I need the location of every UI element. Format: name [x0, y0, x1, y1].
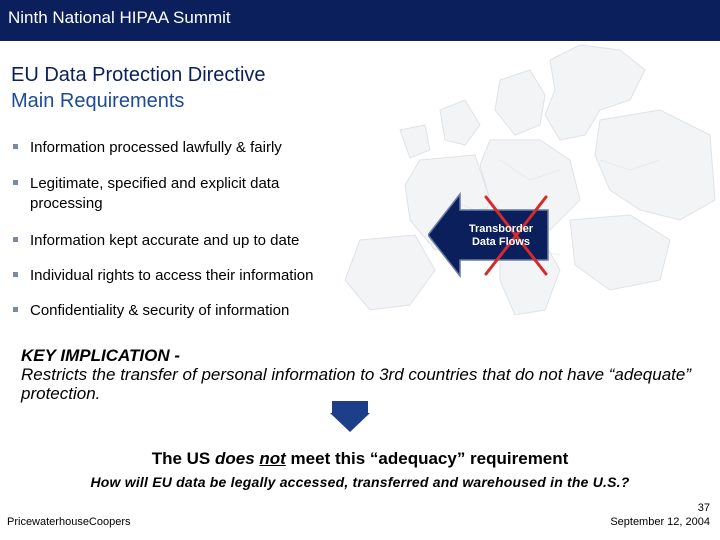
bullet-marker: [13, 180, 18, 185]
conclusion-pre: The US: [151, 449, 215, 468]
bullet-text: Legitimate, specified and explicit data processing: [30, 175, 280, 212]
company-name: PricewaterhouseCoopers: [7, 516, 131, 528]
bullet-item: [13, 174, 313, 214]
title-line-1: EU Data Protection Directive: [11, 64, 266, 86]
header-bar: [0, 0, 720, 41]
key-implication-heading: KEY IMPLICATION -: [21, 346, 180, 365]
question-text: How will EU data be legally accessed, transferred and warehoused in the U.S.?: [90, 474, 630, 490]
bullet-text: Information kept accurate and up to date: [30, 232, 300, 249]
arrow-label: Transborder Data Flows: [468, 223, 534, 248]
slide-title: [11, 62, 266, 114]
bullet-item: [13, 301, 433, 321]
header-title: Ninth National HIPAA Summit: [8, 8, 231, 27]
key-implication-body: Restricts the transfer of personal information to 3rd countries that do not have “adequate” protection.: [21, 365, 691, 403]
bullet-text: Confidentiality & security of information: [30, 302, 290, 319]
conclusion-not: not: [259, 449, 286, 468]
bullet-text: Individual rights to access their information: [30, 267, 314, 284]
bullet-item: [13, 231, 433, 251]
bullet-marker: [13, 272, 18, 277]
conclusion-does: does: [214, 449, 260, 468]
bullet-text: Information processed lawfully & fairly: [30, 139, 282, 156]
title-line-2: Main Requirements: [11, 90, 185, 112]
page-number: 37: [697, 502, 710, 514]
bullet-marker: [13, 237, 18, 242]
down-arrow-icon: [330, 399, 370, 433]
bullet-marker: [13, 144, 18, 149]
conclusion-text: [0, 449, 720, 469]
conclusion-post: meet this “adequacy” requirement: [285, 449, 569, 468]
europe-map-watermark: [300, 40, 720, 340]
footer-date: September 12, 2004: [610, 516, 710, 528]
bullet-item: [13, 266, 433, 286]
bullet-marker: [13, 307, 18, 312]
bullet-item: [13, 138, 433, 158]
key-implication: [21, 346, 711, 403]
